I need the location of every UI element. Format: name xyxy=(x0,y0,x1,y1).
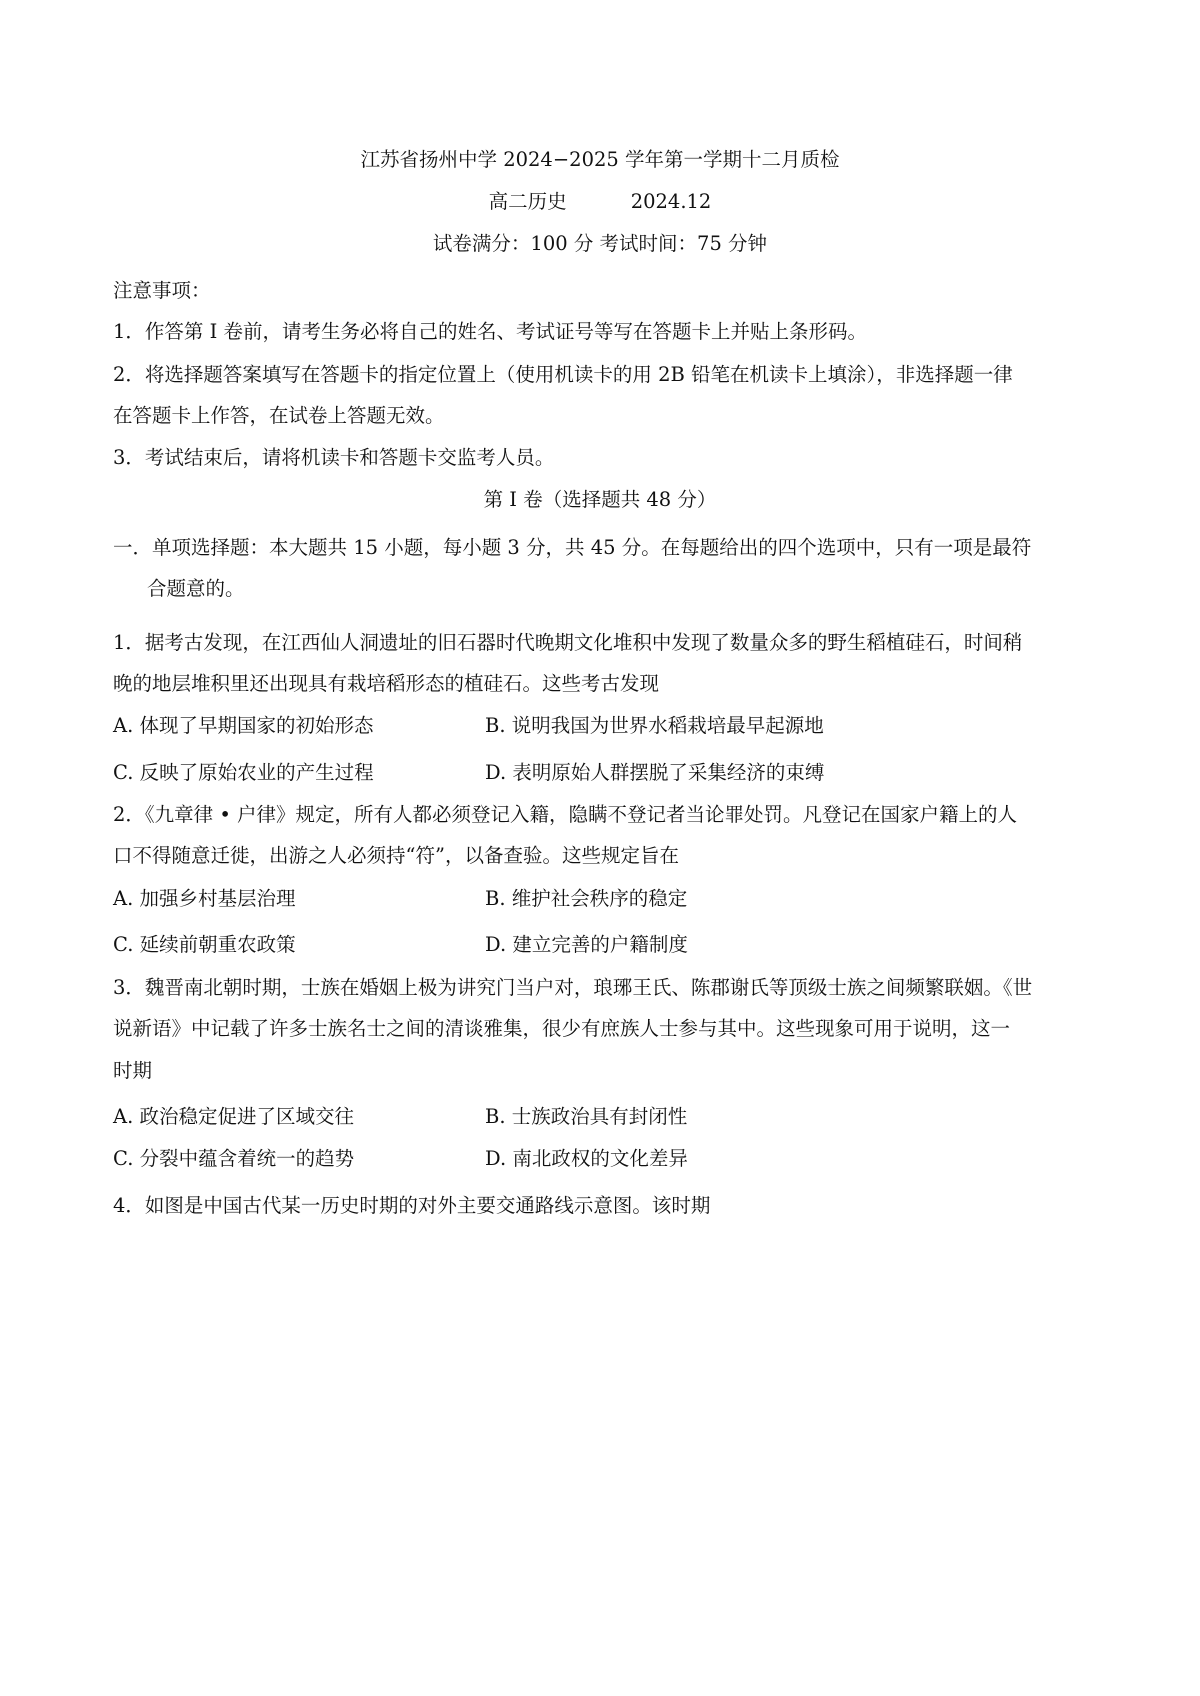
question-2-option-b: B. 维护社会秩序的稳定 xyxy=(485,887,688,910)
section-instruction-line-2: 合题意的。 xyxy=(147,577,245,600)
note-item-3: 3．考试结束后，请将机读卡和答题卡交监考人员。 xyxy=(113,446,555,469)
exam-date: 2024.12 xyxy=(630,190,712,213)
question-1-option-b: B. 说明我国为世界水稻栽培最早起源地 xyxy=(485,714,824,737)
note-item-1: 1．作答第 I 卷前，请考生务必将自己的姓名、考试证号等写在答题卡上并贴上条形码。 xyxy=(113,320,868,343)
question-3-line-2: 说新语》中记载了许多士族名士之间的清谈雅集，很少有庶族人士参与其中。这些现象可用于说明，这一 xyxy=(113,1017,1011,1040)
section-title: 第 I 卷（选择题共 48 分） xyxy=(483,488,717,511)
question-3-line-3: 时期 xyxy=(113,1059,153,1082)
question-2-line-2: 口不得随意迁徙，出游之人必须持“符”，以备查验。这些规定旨在 xyxy=(113,844,679,867)
question-3-line-1: 3．魏晋南北朝时期，士族在婚姻上极为讲究门当户对，琅琊王氏、陈郡谢氏等顶级士族之间频繁联姻。《世 xyxy=(113,976,1033,999)
question-3-option-c: C. 分裂中蕴含着统一的趋势 xyxy=(113,1147,355,1170)
question-1-line-1: 1．据考古发现，在江西仙人洞遗址的旧石器时代晚期文化堆积中发现了数量众多的野生稻植硅石，时间稍 xyxy=(113,631,1023,654)
question-4-line-1: 4．如图是中国古代某一历史时期的对外主要交通路线示意图。该时期 xyxy=(113,1194,711,1217)
question-1-option-a: A. 体现了早期国家的初始形态 xyxy=(113,714,374,737)
exam-info: 试卷满分：100 分 考试时间：75 分钟 xyxy=(432,232,768,255)
question-3-option-b: B. 士族政治具有封闭性 xyxy=(485,1105,688,1128)
question-2-option-a: A. 加强乡村基层治理 xyxy=(113,887,296,910)
exam-title: 江苏省扬州中学 2024−2025 学年第一学期十二月质检 xyxy=(360,148,840,171)
question-1-option-c: C. 反映了原始农业的产生过程 xyxy=(113,761,374,784)
question-2-option-d: D. 建立完善的户籍制度 xyxy=(485,933,688,956)
notes-heading: 注意事项： xyxy=(113,279,211,302)
subject: 高二历史 xyxy=(488,190,567,213)
question-2-line-1: 2．《九章律 • 户律》规定，所有人都必须登记入籍，隐瞒不登记者当论罪处罚。凡登记在国家户籍上的人 xyxy=(113,803,1018,826)
question-2-option-c: C. 延续前朝重农政策 xyxy=(113,933,296,956)
subject-date-line xyxy=(0,189,1200,215)
section-instruction-line-1: 一．单项选择题：本大题共 15 小题，每小题 3 分，共 45 分。在每题给出的四个选项中，只有一项是最符 xyxy=(113,536,1032,559)
question-1-line-2: 晚的地层堆积里还出现具有栽培稻形态的植硅石。这些考古发现 xyxy=(113,672,660,695)
note-item-2-line-2: 在答题卡上作答，在试卷上答题无效。 xyxy=(113,404,445,427)
question-3-option-a: A. 政治稳定促进了区域交往 xyxy=(113,1105,354,1128)
note-item-2-line-1: 2．将选择题答案填写在答题卡的指定位置上（使用机读卡的用 2B 铅笔在机读卡上填涂），非选择题一律 xyxy=(113,363,1013,386)
question-1-option-d: D. 表明原始人群摆脱了采集经济的束缚 xyxy=(485,761,825,784)
question-3-option-d: D. 南北政权的文化差异 xyxy=(485,1147,688,1170)
